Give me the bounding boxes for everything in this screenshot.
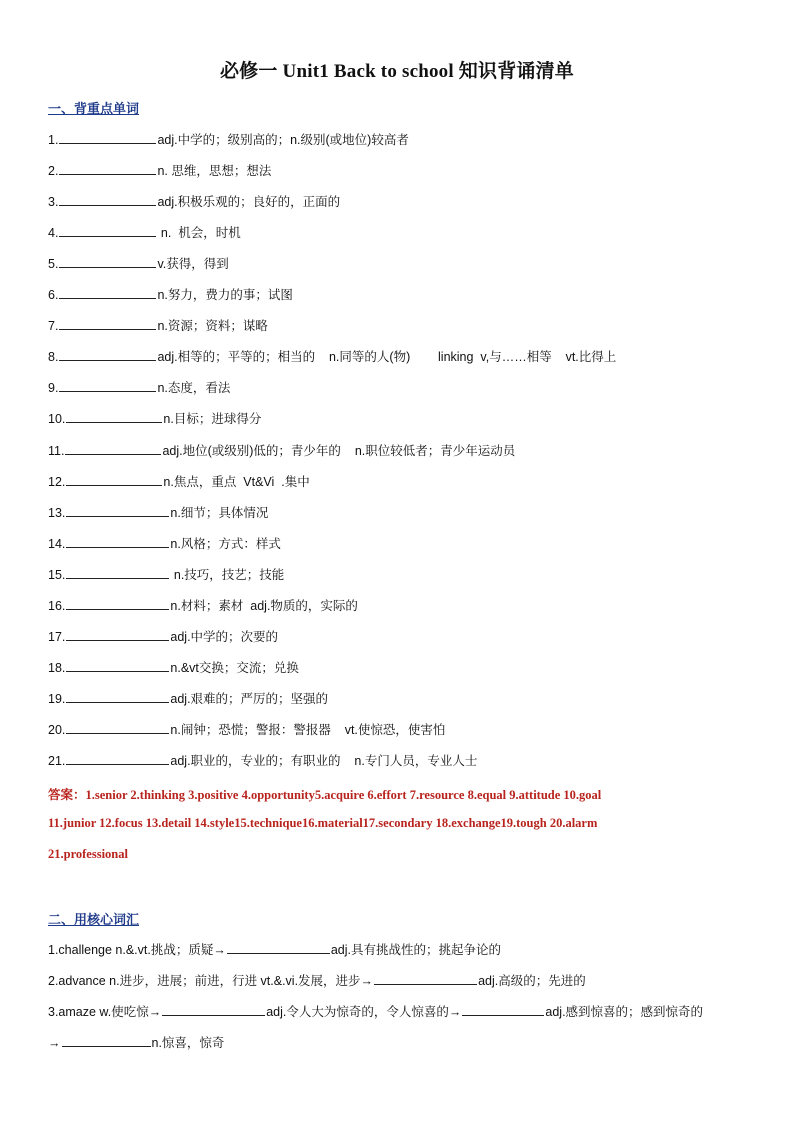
item-definition: adj.地位(或级别)低的；青少年的 n.职位较低者；青少年运动员 <box>162 444 516 458</box>
vocab-item <box>48 130 409 148</box>
item-definition: n.态度，看法 <box>157 381 231 395</box>
core-item-3-suffix: adj.感到惊喜的；感到惊奇的 <box>545 1005 704 1019</box>
core-item-3-continued <box>48 1033 224 1051</box>
core-item-1-prefix: 1.challenge n.&.vt.挑战；质疑→ <box>48 943 226 957</box>
vocab-item <box>48 409 261 427</box>
item-definition: adj.中学的；次要的 <box>170 630 279 644</box>
answer-line-1 <box>48 785 601 803</box>
vocab-item <box>48 378 230 396</box>
answer-blank[interactable] <box>66 659 169 672</box>
core-item-2 <box>48 971 586 989</box>
vocab-item <box>48 285 293 303</box>
item-definition: n. 思维，思想；想法 <box>157 164 272 178</box>
core-item-1-suffix: adj.具有挑战性的；挑起争论的 <box>330 943 502 957</box>
answer-blank[interactable] <box>66 721 169 734</box>
item-number: 6. <box>48 288 59 302</box>
item-number: 13. <box>48 506 66 520</box>
answer-blank[interactable] <box>462 1003 544 1016</box>
answer-blank[interactable] <box>66 690 169 703</box>
answer-blank[interactable] <box>59 255 156 268</box>
answer-blank[interactable] <box>59 317 156 330</box>
item-definition: n.细节；具体情况 <box>170 506 269 520</box>
page-title: 必修一 Unit1 Back to school 知识背诵清单 <box>219 61 575 82</box>
answer-blank[interactable] <box>59 131 156 144</box>
answer-text-1: 1.senior 2.thinking 3.positive 4.opportunity5.acquire 6.effort 7.resource 8.equal 9.attitude 10.goal <box>85 788 602 802</box>
vocab-item <box>48 503 268 521</box>
answer-blank[interactable] <box>59 379 156 392</box>
core-item-3-prefix: 3.amaze w.使吃惊→ <box>48 1005 162 1019</box>
item-number: 15. <box>48 568 66 582</box>
item-definition: n.资源；资料；谋略 <box>157 319 268 333</box>
vocab-item <box>48 720 445 738</box>
item-definition: adj.积极乐观的；良好的，正面的 <box>157 195 341 209</box>
item-definition: n.技巧，技艺；技能 <box>170 568 285 582</box>
vocab-item <box>48 596 358 614</box>
core-item-3-noun: n.惊喜，惊奇 <box>151 1036 225 1050</box>
answer-blank[interactable] <box>59 193 156 206</box>
item-definition: n.努力，费力的事；试图 <box>157 288 293 302</box>
item-number: 4. <box>48 226 59 240</box>
answer-blank[interactable] <box>374 972 477 985</box>
vocab-item <box>48 254 229 272</box>
vocab-item <box>48 441 515 459</box>
item-number: 20. <box>48 723 66 737</box>
vocab-item <box>48 689 328 707</box>
section-heading-core: 二、用核心词汇 <box>48 913 140 928</box>
vocab-item <box>48 472 310 490</box>
item-number: 8. <box>48 350 59 364</box>
item-definition: n.焦点，重点 Vt&Vi .集中 <box>163 475 310 489</box>
answer-blank[interactable] <box>59 224 156 237</box>
item-number: 21. <box>48 754 66 768</box>
answer-blank[interactable] <box>227 941 330 954</box>
vocab-item <box>48 316 268 334</box>
answer-blank[interactable] <box>62 1034 151 1047</box>
item-number: 9. <box>48 381 59 395</box>
arrow-glyph: → <box>48 1036 61 1050</box>
item-number: 3. <box>48 195 59 209</box>
vocab-item <box>48 627 278 645</box>
item-number: 14. <box>48 537 66 551</box>
answer-blank[interactable] <box>65 442 161 455</box>
item-number: 1. <box>48 133 59 147</box>
item-number: 2. <box>48 164 59 178</box>
item-definition: adj.中学的；级别高的；n.级别(或地位)较高者 <box>157 133 409 147</box>
vocab-item <box>48 192 340 210</box>
answer-blank[interactable] <box>59 162 156 175</box>
answer-blank[interactable] <box>66 752 169 765</box>
core-item-2-prefix: 2.advance n.进步，进展；前进，行进 vt.&.vi.发展，进步→ <box>48 974 374 988</box>
item-definition: n.闹钟；恐慌；警报：警报器 vt.使惊恐，使害怕 <box>170 723 446 737</box>
core-item-3-mid: adj.令人大为惊奇的，令人惊喜的→ <box>266 1005 462 1019</box>
item-number: 7. <box>48 319 59 333</box>
vocab-item <box>48 751 477 769</box>
item-definition: n.风格；方式：样式 <box>170 537 281 551</box>
answer-blank[interactable] <box>59 348 156 361</box>
answer-blank[interactable] <box>66 504 169 517</box>
core-item-2-suffix: adj.高级的；先进的 <box>478 974 586 988</box>
item-definition: n. 机会，时机 <box>157 226 241 240</box>
item-definition: adj.相等的；平等的；相当的 n.同等的人(物) linking v,与……相等 vt.比得上 <box>157 350 617 364</box>
item-definition: n.材料；素材 adj.物质的，实际的 <box>170 599 358 613</box>
item-number: 12. <box>48 475 66 489</box>
item-definition: v.获得，得到 <box>157 257 229 271</box>
vocab-item <box>48 223 241 241</box>
vocab-item <box>48 658 299 676</box>
vocab-item <box>48 161 271 179</box>
item-definition: n.&vt交换；交流；兑换 <box>170 661 299 675</box>
answer-line-2: 11.junior 12.focus 13.detail 14.style15.technique16.material17.secondary 18.exchange19.tough 20.alarm <box>48 816 598 830</box>
answer-blank[interactable] <box>66 410 162 423</box>
answer-blank[interactable] <box>66 628 169 641</box>
section-heading-words: 一、背重点单词 <box>48 102 140 117</box>
vocab-item <box>48 534 281 552</box>
answer-line-3: 21.professional <box>48 847 128 861</box>
item-number: 5. <box>48 257 59 271</box>
vocab-item <box>48 565 284 583</box>
answer-label: 答案： <box>48 787 86 802</box>
item-number: 18. <box>48 661 66 675</box>
vocab-item <box>48 347 616 365</box>
answer-blank[interactable] <box>66 535 169 548</box>
item-definition: adj.职业的，专业的；有职业的 n.专门人员，专业人士 <box>170 754 478 768</box>
answer-blank[interactable] <box>66 597 169 610</box>
answer-blank[interactable] <box>66 473 162 486</box>
item-number: 10. <box>48 412 66 426</box>
core-item-3 <box>48 1002 703 1020</box>
item-number: 11. <box>48 444 65 458</box>
item-number: 19. <box>48 692 66 706</box>
item-definition: adj.艰难的；严厉的；坚强的 <box>170 692 329 706</box>
answer-blank[interactable] <box>162 1003 265 1016</box>
item-number: 16. <box>48 599 66 613</box>
answer-blank[interactable] <box>66 566 169 579</box>
item-definition: n.目标；进球得分 <box>163 412 262 426</box>
core-item-1 <box>48 940 501 958</box>
answer-blank[interactable] <box>59 286 156 299</box>
item-number: 17. <box>48 630 66 644</box>
